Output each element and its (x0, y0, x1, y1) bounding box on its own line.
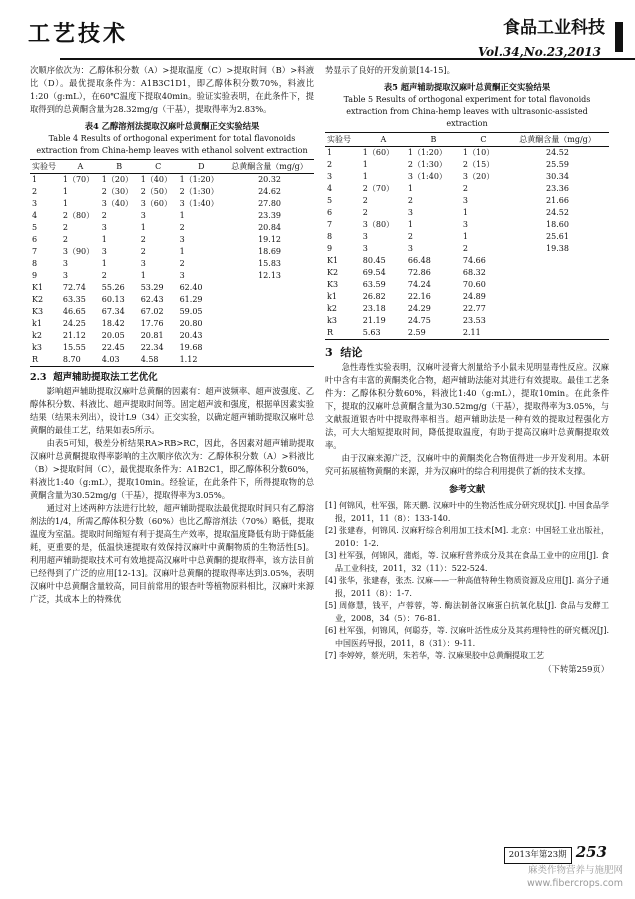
table4 (30, 159, 314, 367)
table-row (30, 330, 314, 342)
table-cell: 9 (32, 271, 38, 280)
table4-title-en: Table 4 Results of orthogonal experiment for total flavonoids extraction from China-hemp leaves with ethanol solvent extraction (36, 134, 308, 155)
table-cell: 1 (101, 235, 107, 244)
conclusion-paragraph-1: 急性毒性实验表明，汉麻叶浸膏大剂量给予小鼠未见明显毒性反应。汉麻叶中含有丰富的黄酮类化合物，超声辅助法能对其进行有效提取。最佳工艺条件为：乙醇体积分数60%，料液比1:40（g:mL），提取10min。在此条件下，提取的汉麻叶总黄酮含量为30.52mg/g（干基），提取得率为3.05%，与文献报道银杏叶中提取得率相当。超声辅助法是一种有效的提取过程强化方法，可大大缩短提取时间，降低提取温度，有助于提高汉麻叶总黄酮提取效率。 (325, 362, 609, 450)
table-cell: 62.43 (140, 295, 164, 304)
table-row (30, 282, 314, 294)
left-column (30, 64, 314, 606)
table-row (325, 303, 609, 315)
table-cell: 60.13 (101, 295, 125, 304)
table-cell: k3 (327, 316, 337, 325)
table-cell: 2（15） (462, 160, 495, 169)
table-cell: k3 (32, 343, 42, 352)
table-cell: 72.74 (62, 283, 86, 292)
table-row (30, 222, 314, 234)
table-row (325, 267, 609, 279)
table-cell: 2 (462, 184, 469, 193)
table-cell: 2 (179, 223, 185, 232)
table-cell: 3 (179, 235, 185, 244)
table4-title-cn: 表4 乙醇溶剂法提取汉麻叶总黄酮正交实验结果 (84, 121, 260, 131)
table-cell: 1 (462, 232, 469, 241)
table-cell: 3 (462, 220, 469, 229)
table-cell: 1（1:20） (407, 148, 447, 157)
table-cell: 2 (32, 187, 38, 196)
table-header-cell: 实验号 (325, 133, 361, 147)
table-cell: k1 (32, 319, 42, 328)
table-row (30, 198, 314, 210)
table-row (30, 258, 314, 270)
table-cell: 3（1:40） (179, 199, 219, 208)
table-cell: 21.19 (362, 316, 386, 325)
table-cell (225, 342, 314, 354)
table-cell: 2.59 (406, 327, 461, 340)
table-cell: 1 (327, 148, 333, 157)
table-cell: 24.52 (546, 148, 569, 157)
table-row (325, 159, 609, 171)
reference-item: [1] 何锦风，杜军强，陈天鹏. 汉麻叶中的生物活性成分研究现状[J]. 中国食品学报，2011，11（8）：133-140. (325, 501, 609, 523)
table-cell: 1 (140, 223, 146, 232)
table-cell: 23.39 (258, 211, 281, 220)
table-row (325, 231, 609, 243)
table-cell: 21.66 (546, 196, 569, 205)
table-cell: 2 (140, 235, 146, 244)
reference-list (325, 500, 609, 663)
section-3-heading: 3 结论 (325, 346, 363, 359)
table-header-cell: 实验号 (30, 160, 61, 174)
table-row (325, 255, 609, 267)
table-row (325, 219, 609, 231)
table-cell: 20.32 (258, 175, 281, 184)
table-cell: 19.68 (179, 343, 203, 352)
table-cell: 1（40） (140, 175, 172, 184)
watermark-line-1: 麻类作物营养与施肥网 (527, 865, 623, 876)
table-cell: 18.60 (546, 220, 569, 229)
table-cell (506, 327, 609, 340)
volume-info: Vol.34,No.23,2013 (477, 45, 601, 59)
table-header-cell: D (178, 160, 226, 174)
table-cell: 2 (101, 271, 107, 280)
journal-section-title: 工艺技术 (28, 22, 129, 47)
table-cell: 5 (32, 223, 38, 232)
table-cell: 3（90） (62, 247, 95, 256)
table-cell: 2 (327, 160, 333, 169)
sec23-paragraph-1: 影响超声辅助提取汉麻叶总黄酮的因素有：超声波频率、超声波强度、乙醇体积分数、料液比、超声提取时间等。固定超声波和强度，根据单因素实验结果（结果未列出），设计L9（34）正交实验，以确定超声辅助提取汉麻叶总黄酮的最佳工艺，结果如表5所示。 (30, 386, 314, 435)
table-cell: 46.65 (62, 307, 86, 316)
table-cell: K3 (32, 307, 44, 316)
table-cell: 53.29 (140, 283, 164, 292)
table-cell: 3（20） (462, 172, 495, 181)
table-cell: 1 (407, 184, 413, 193)
table-cell: 1（70） (62, 175, 95, 184)
table5 (325, 132, 609, 340)
header-rule (60, 58, 635, 60)
table-cell: 22.45 (101, 343, 125, 352)
table-row (325, 195, 609, 207)
table-header-cell: C (139, 160, 178, 174)
table-cell: 72.86 (407, 268, 431, 277)
table-cell: 2 (362, 208, 368, 217)
table-cell (225, 282, 314, 294)
table-row (325, 171, 609, 183)
table-row (325, 291, 609, 303)
table-cell: 62.40 (179, 283, 203, 292)
table-cell: 63.35 (62, 295, 86, 304)
table-cell: 23.18 (362, 304, 386, 313)
table-cell: 25.61 (546, 232, 569, 241)
table-cell: 3 (62, 271, 68, 280)
references-heading: 参考文献 (448, 485, 485, 495)
table-cell (506, 267, 609, 279)
reference-item: [2] 张建春，何锦风. 汉麻籽综合利用加工技术[M]. 北京：中国轻工业出版社，2010：1-2. (325, 526, 609, 548)
watermark (527, 864, 623, 890)
continued-note: （下转第259页） (543, 663, 609, 674)
table-cell: 69.54 (362, 268, 386, 277)
table-cell: K2 (327, 268, 339, 277)
table-cell: 20.84 (258, 223, 281, 232)
table-cell: 18.42 (101, 319, 125, 328)
table-cell: 2（1:30） (179, 187, 219, 196)
table-cell: 9 (327, 244, 333, 253)
table-cell: 3 (101, 247, 107, 256)
table-cell: 63.59 (362, 280, 386, 289)
table-cell: 20.81 (140, 331, 164, 340)
header-bar (615, 22, 623, 52)
table-cell: 1 (179, 247, 185, 256)
table-cell: 59.05 (179, 307, 203, 316)
table-cell: 4 (32, 211, 38, 220)
table-cell: K2 (32, 295, 44, 304)
table-cell: 1 (101, 259, 107, 268)
table-header-cell: 总黄酮含量（mg/g） (506, 133, 609, 147)
table-cell: 2 (62, 235, 68, 244)
table-header-cell: 总黄酮含量（mg/g） (225, 160, 314, 174)
right-top-line: 势显示了良好的开发前景[14-15]。 (325, 65, 455, 75)
table-cell: 23.36 (546, 184, 569, 193)
table-cell: 1 (407, 220, 413, 229)
table-cell: 1 (362, 160, 368, 169)
table-cell: 67.02 (140, 307, 164, 316)
table-cell: k2 (32, 331, 42, 340)
sec23-paragraph-2: 由表5可知，极差分析结果RA>RB>RC，因此，各因素对超声辅助提取汉麻叶总黄酮提取得率影响的主次顺序依次为：乙醇体积分数（A）>料液比（B）>提取时间（C），最优提取条件为：A1B2C1，即乙醇体积分数60%，料液比1:40（g:mL），提取10min。经验证，在此条件下，所得提取物的总黄酮含量为30.52mg/g（干基），提取得率为3.05%。 (30, 438, 314, 500)
table-cell: 3 (462, 196, 469, 205)
table-cell: 18.69 (258, 247, 281, 256)
table-cell: 20.05 (101, 331, 125, 340)
table-row (30, 210, 314, 222)
table-row (325, 147, 609, 160)
table-cell: 24.29 (407, 304, 431, 313)
reference-item: [5] 周修慧，钱平，卢蓉蓉，等. 酶法制备汉麻蛋白抗氧化肽[J]. 食品与发酵工业，2008，34（5）：76-81. (325, 601, 609, 623)
table-cell: 6 (32, 235, 38, 244)
table-row (30, 234, 314, 246)
page-number: 253 (575, 843, 607, 861)
table-cell: 27.80 (258, 199, 281, 208)
table-cell: 3 (32, 199, 38, 208)
table-cell: 3 (140, 211, 146, 220)
table-row (30, 354, 314, 367)
table-cell: 26.82 (362, 292, 386, 301)
table-cell: 3 (140, 259, 146, 268)
table-cell: 3（80） (362, 220, 395, 229)
table-row (325, 183, 609, 195)
table-cell: 15.55 (62, 343, 86, 352)
table-cell: K1 (32, 283, 44, 292)
table5-title-en: Table 5 Results of orthogonal experiment for total flavonoids extraction from China-hemp leaves with ultrasonic-assisted extraction (343, 95, 591, 128)
table-cell: 70.60 (462, 280, 486, 289)
reference-item: [4] 张华，张建春，张杰. 汉麻——一种高值特种生物质资源及应用[J]. 高分子通报，2011（8）：1-7. (325, 576, 609, 598)
table-cell: 17.76 (140, 319, 164, 328)
table-cell: 74.24 (407, 280, 431, 289)
table-cell: 1 (140, 271, 146, 280)
table-cell: 23.53 (462, 316, 486, 325)
table-cell: 2 (179, 259, 185, 268)
table-cell: 3 (407, 208, 413, 217)
table-cell: 3（1:40） (407, 172, 447, 181)
table-cell (506, 315, 609, 327)
table-cell: 3（60） (140, 199, 172, 208)
table-cell: 24.89 (462, 292, 486, 301)
table-cell: 2 (407, 196, 413, 205)
page-header (0, 0, 635, 58)
table-row (325, 327, 609, 340)
table-cell: 61.29 (179, 295, 203, 304)
table-cell: 1 (179, 211, 185, 220)
conclusion-paragraph-2: 由于汉麻来源广泛，汉麻叶中的黄酮类化合物值得进一步开发利用。本研究可拓展植物黄酮的来源，并为汉麻叶的综合利用提供了新的技术支撑。 (325, 453, 609, 476)
table-cell: 2（50） (140, 187, 172, 196)
table-cell: 2 (140, 247, 146, 256)
table-cell: 4.58 (139, 354, 178, 367)
table-cell: 8.70 (61, 354, 100, 367)
table-cell: 2（1:30） (407, 160, 447, 169)
journal-name: 食品工业科技 (503, 18, 605, 38)
table-cell: 3 (327, 172, 333, 181)
table-row (325, 315, 609, 327)
table-cell: k2 (327, 304, 337, 313)
page-footer (504, 843, 607, 864)
table-cell: 25.59 (546, 160, 569, 169)
table-cell: 2（30） (101, 187, 134, 196)
table-cell: 22.77 (462, 304, 486, 313)
table-cell: 3 (362, 232, 368, 241)
table-cell: 1 (462, 208, 469, 217)
table-cell: 2（70） (362, 184, 395, 193)
table-cell: 80.45 (362, 256, 386, 265)
table-cell: R (325, 327, 361, 340)
section-2-3-heading: 2.3 超声辅助提取法工艺优化 (30, 372, 158, 383)
table-cell (506, 303, 609, 315)
table-cell: 8 (32, 259, 38, 268)
table5-title-cn: 表5 超声辅助提取汉麻叶总黄酮正交实验结果 (383, 82, 551, 92)
table-header-cell: C (461, 133, 506, 147)
table-cell: 5 (327, 196, 333, 205)
table-cell: 22.16 (407, 292, 431, 301)
table-cell: 67.34 (101, 307, 125, 316)
table-cell: 30.34 (546, 172, 569, 181)
table-cell: 1（20） (101, 175, 134, 184)
table-cell: K3 (327, 280, 339, 289)
table-cell: 1 (362, 172, 368, 181)
table-cell: 1（60） (362, 148, 395, 157)
table-cell (225, 330, 314, 342)
table-row (30, 246, 314, 258)
table-cell: 2 (62, 223, 68, 232)
table-cell: 66.48 (407, 256, 431, 265)
table-row (325, 279, 609, 291)
table-row (325, 243, 609, 255)
table-cell: 24.75 (407, 316, 431, 325)
table-row (30, 306, 314, 318)
right-column (325, 64, 609, 676)
table-cell: 5.63 (361, 327, 406, 340)
table-cell: 21.12 (62, 331, 86, 340)
table-cell: 3 (407, 244, 413, 253)
table-cell: 1 (62, 187, 68, 196)
table-cell: 15.83 (258, 259, 281, 268)
table-cell (506, 291, 609, 303)
table-cell (506, 255, 609, 267)
table-cell: 3（40） (101, 199, 134, 208)
table-cell: 2 (362, 196, 368, 205)
reference-item: [3] 杜军强，何锦风，蒲彪，等. 汉麻籽营养成分及其在食品工业中的应用[J]. 食品工业科技，2011，32（11）：522-524. (325, 551, 609, 573)
table-cell: 4 (327, 184, 333, 193)
table-row (30, 186, 314, 198)
table-cell (225, 354, 314, 367)
table-cell: 3 (101, 223, 107, 232)
table-cell: 19.38 (546, 244, 569, 253)
table-row (325, 207, 609, 219)
table-row (30, 342, 314, 354)
table-cell: 24.25 (62, 319, 86, 328)
issue-label: 2013年第23期 (504, 847, 572, 864)
table-cell: R (30, 354, 61, 367)
table-cell: 24.52 (546, 208, 569, 217)
table-cell (506, 279, 609, 291)
table-cell: 68.32 (462, 268, 486, 277)
table-cell: 74.66 (462, 256, 486, 265)
table-row (30, 318, 314, 330)
table-header-cell: A (61, 160, 100, 174)
table-cell: k1 (327, 292, 337, 301)
table-cell: 2（80） (62, 211, 95, 220)
table-header-cell: A (361, 133, 406, 147)
table-cell: 1（10） (462, 148, 495, 157)
table-cell (225, 318, 314, 330)
table-cell: 3 (362, 244, 368, 253)
table-header-cell: B (406, 133, 461, 147)
table-cell: 8 (327, 232, 333, 241)
table-cell: 19.12 (258, 235, 281, 244)
table-cell: 3 (179, 271, 185, 280)
intro-paragraph: 次顺序依次为：乙醇体积分数（A）>提取温度（C）>提取时间（B）>料液比（D）。最优提取条件为：A1B3C1D1，即乙醇体积分数70%，料液比1:20（g:mL），在60℃温度下提取40min。验证实验表明，在此条件下，提取得到的总黄酮含量为28.32mg/g（干基），提取得率为2.83%。 (30, 65, 314, 114)
table-row (30, 294, 314, 306)
table-cell: 20.80 (179, 319, 203, 328)
table-row (30, 174, 314, 187)
table-cell: 2 (101, 211, 107, 220)
table-cell (225, 294, 314, 306)
watermark-line-2: www.fibercrops.com (526, 878, 623, 889)
table-cell: 2 (407, 232, 413, 241)
table-cell: 12.13 (258, 271, 281, 280)
table-cell: 22.34 (140, 343, 164, 352)
table-cell: 1.12 (178, 354, 226, 367)
table-cell: 24.62 (258, 187, 281, 196)
reference-item: [6] 杜军强，何锦风，何聪芬，等. 汉麻叶活性成分及其药理特性的研究概况[J]. 中国医药导报，2011，8（31）：9-11. (325, 626, 609, 648)
table-cell: 3 (62, 259, 68, 268)
reference-item: [7] 李婷婷，蔡光明，朱若华，等. 汉麻果胶中总黄酮提取工艺 (325, 651, 544, 660)
table-cell: 1 (32, 175, 38, 184)
table-cell (225, 306, 314, 318)
table-cell: 20.43 (179, 331, 203, 340)
table-cell: 7 (32, 247, 38, 256)
sec23-paragraph-3: 通过对上述两种方法进行比较，超声辅助提取法最优提取时间只有乙醇溶剂法的1/4，所需乙醇体积分数（60%）也比乙醇溶剂法（70%）略低，提取温度为室温。提取时间缩短有利于提高生产效率，提取温度降低有助于降低能耗，更重要的是，低温快速提取有效保持汉麻叶中黄酮物质的生物活性[5]。利用超声辅助提取技术可有效地提高汉麻叶中总黄酮的提取得率，该方法目前已经得到了广泛的应用[12-13]。汉麻叶总黄酮的提取得率达到3.05%，表明汉麻叶中总黄酮含量较高，同目前常用的银杏叶等植物原料相比，汉麻叶来源广泛，其成本上的特殊优 (30, 503, 314, 604)
table-cell: 1（1:20） (179, 175, 219, 184)
table-cell: 7 (327, 220, 333, 229)
table-row (30, 270, 314, 282)
table-cell: 4.03 (100, 354, 139, 367)
table-cell: 55.26 (101, 283, 125, 292)
table-cell: 2 (462, 244, 469, 253)
table-header-cell: B (100, 160, 139, 174)
table-cell: 2.11 (461, 327, 506, 340)
table-cell: 1 (62, 199, 68, 208)
table-cell: 6 (327, 208, 333, 217)
table-cell: K1 (327, 256, 339, 265)
